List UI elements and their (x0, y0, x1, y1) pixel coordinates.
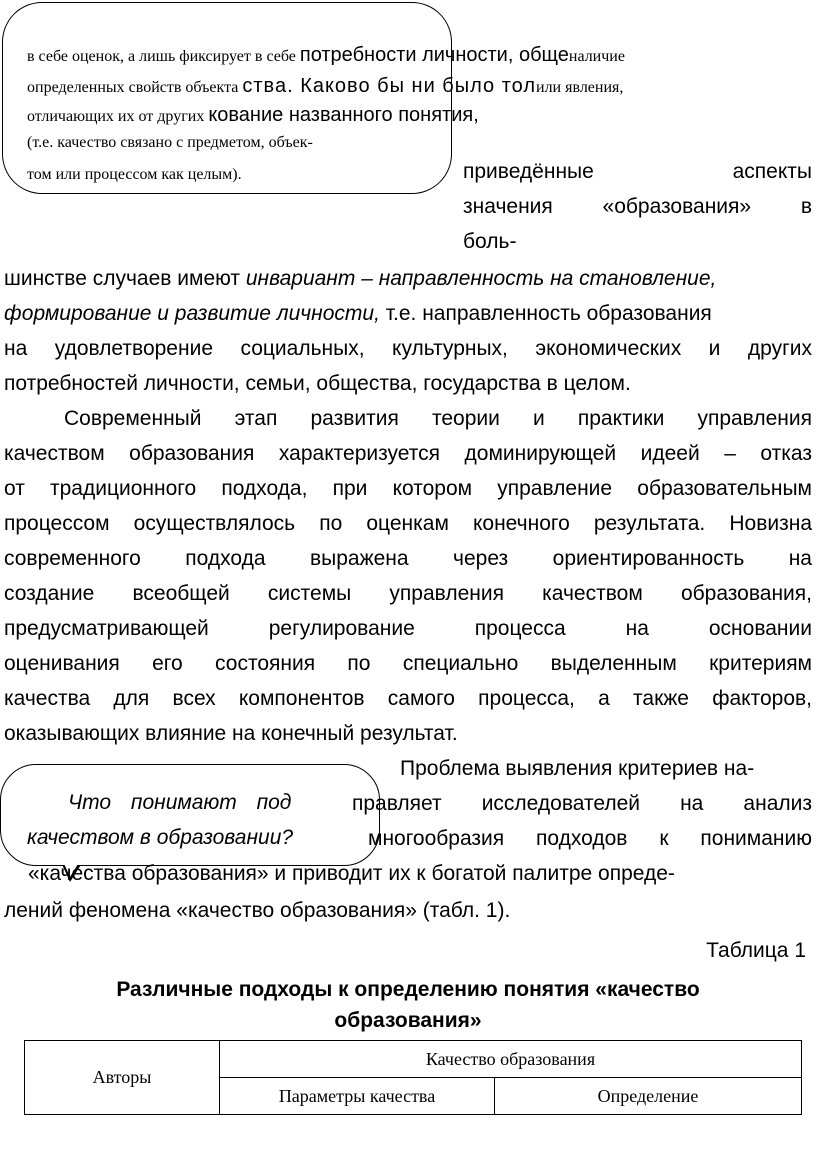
callout-top-line-1: в себе оценок, а лишь фиксирует в себе потребности личности, общеналичие (27, 44, 625, 66)
right-col-line-1: приведённые аспекты (463, 160, 812, 183)
para3-line-5: лений феномена «качество образования» (табл. 1). (4, 899, 511, 922)
callout-top-line-2: определенных свойств объекта ства. Каково бы ни было толили явления, (27, 75, 624, 97)
para2-line-7: предусматривающей регулирование процесса на основании (4, 617, 812, 640)
para2-line-3: от традиционного подхода, при котором управление образовательным (4, 477, 812, 500)
para2-line-4: процессом осуществлялось по оценкам конечного результата. Новизна (4, 512, 812, 535)
col-authors-header: Авторы (25, 1041, 220, 1115)
para1-line-1: шинстве случаев имеют инвариант – направленность на становление, (4, 267, 717, 290)
callout-top-line-5: том или процессом как целым). (27, 166, 242, 183)
para2-line-1: Современный этап развития теории и практики управления (64, 407, 812, 430)
para2-line-5: современного подхода выражена через ориентированность на (4, 547, 812, 570)
table-caption: Таблица 1 (706, 939, 806, 962)
right-col-line-2: значения «образования» в (463, 195, 812, 218)
right-col-line-3: боль- (463, 230, 517, 253)
para2-line-2: качеством образования характеризуется доминирующей идеей – отказ (4, 442, 812, 465)
para3-line-2: правляет исследователей на анализ (352, 792, 812, 815)
para2-line-9: качества для всех компонентов самого процесса, а также факторов, (4, 687, 812, 710)
callout-top-line-4: (т.е. качество связано с предметом, объек- (27, 134, 313, 151)
callout-top-line-3: отличающих их от других кование названного понятия, (27, 104, 479, 126)
para2-line-8: оценивания его состояния по специально выделенным критериям (4, 652, 812, 675)
para1-line-3: на удовлетворение социальных, культурных, экономических и других (4, 337, 812, 360)
question-line-1: Что понимают под (68, 791, 292, 814)
question-line-2: качеством в образовании? (27, 826, 294, 849)
table-header-row-1 (25, 1041, 802, 1078)
para3-line-3: многообразия подходов к пониманию (368, 827, 812, 850)
approaches-table (24, 1040, 802, 1115)
col-params-header: Параметры качества (220, 1078, 495, 1115)
col-definition-header: Определение (495, 1078, 802, 1115)
para1-line-2: формирование и развитие личности, т.е. направленность образования (4, 302, 712, 325)
para3-line-4: «качества образования» и приводит их к богатой палитре опреде- (28, 862, 675, 885)
table-title-line-2: образования» (334, 1009, 482, 1032)
para2-line-6: создание всеобщей системы управления качеством образования, (4, 582, 812, 605)
table-title-line-1: Различные подходы к определению понятия «качество (116, 978, 700, 1001)
quality-group-header: Качество образования (220, 1041, 802, 1078)
para1-line-4: потребностей личности, семьи, общества, государства в целом. (4, 372, 631, 395)
para3-line-1: Проблема выявления критериев на- (400, 757, 755, 780)
para2-line-10: оказывающих влияние на конечный результат. (4, 722, 458, 745)
